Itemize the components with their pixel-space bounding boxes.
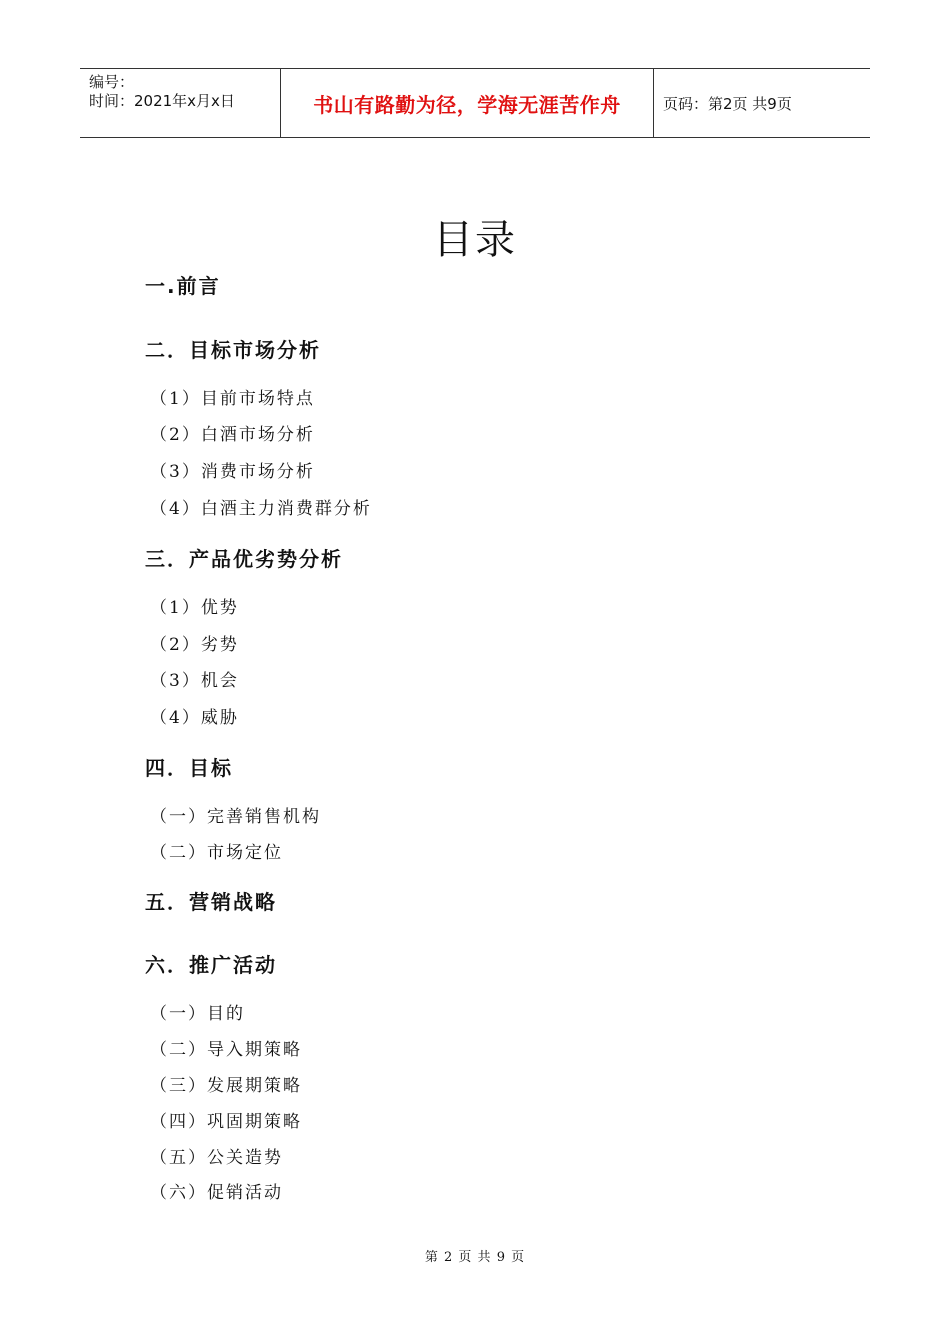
toc-item: （二）导入期策略 xyxy=(150,1040,302,1060)
toc-section-3: 三．产品优劣势分析 xyxy=(145,547,343,571)
number-label: 编号： xyxy=(89,73,135,91)
toc-item: （1）优势 xyxy=(150,598,239,618)
toc-item: （3）消费市场分析 xyxy=(150,462,315,482)
toc-section-2: 二．目标市场分析 xyxy=(145,338,321,362)
toc-item: （一）目的 xyxy=(150,1004,245,1024)
toc-section-1: 一.前言 xyxy=(145,274,221,298)
toc-item: （1）目前市场特点 xyxy=(150,389,315,409)
toc-item: （3）机会 xyxy=(150,671,239,691)
toc-section-4: 四．目标 xyxy=(145,756,233,780)
toc-item: （2）白酒市场分析 xyxy=(150,425,315,445)
toc-section-5: 五．营销战略 xyxy=(145,890,277,914)
toc-item: （4）白酒主力消费群分析 xyxy=(150,499,372,519)
toc-item: （一）完善销售机构 xyxy=(150,807,321,827)
toc-section-6: 六．推广活动 xyxy=(145,953,277,977)
toc-item: （四）巩固期策略 xyxy=(150,1112,302,1132)
time-label: 时间：2021年x月x日 xyxy=(89,92,235,110)
page-footer: 第 2 页 共 9 页 xyxy=(424,1250,526,1265)
header-motto: 书山有路勤为径，学海无涯苦作舟 xyxy=(281,69,654,137)
header-page-info: 页码：第2页 共9页 xyxy=(663,94,792,113)
toc-item: （三）发展期策略 xyxy=(150,1076,302,1096)
header-meta xyxy=(80,69,281,137)
page-header xyxy=(80,68,870,138)
toc-item: （4）威胁 xyxy=(150,708,239,728)
toc-item: （五）公关造势 xyxy=(150,1148,283,1168)
page-title: 目录 xyxy=(433,217,517,263)
toc-item: （二）市场定位 xyxy=(150,843,283,863)
toc-item: （2）劣势 xyxy=(150,635,239,655)
toc-item: （六）促销活动 xyxy=(150,1183,283,1203)
